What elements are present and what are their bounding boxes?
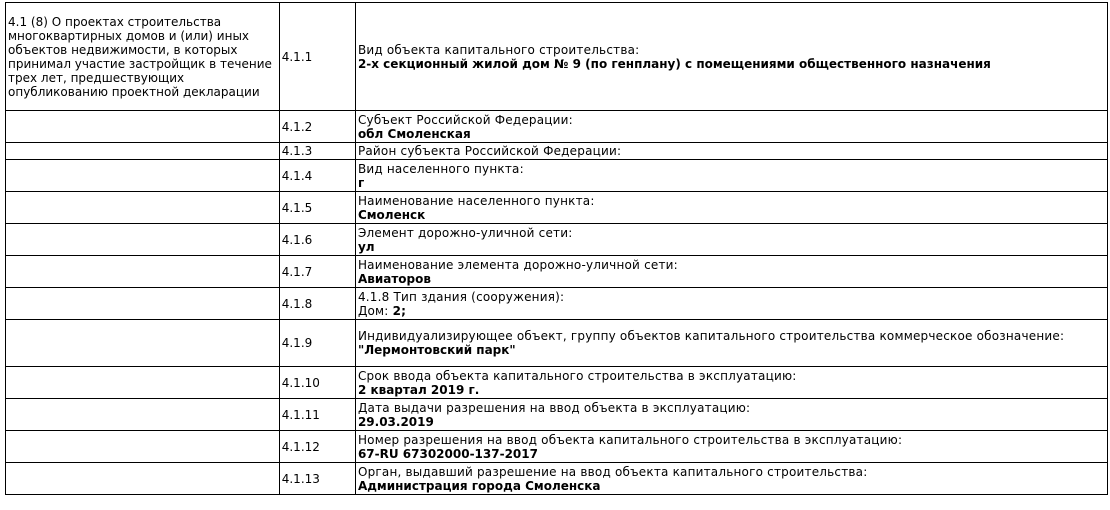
field-label: Вид объекта капитального строительства: [357, 42, 640, 57]
row-content [355, 3, 1107, 111]
row-number: 4.1.3 [279, 143, 355, 160]
row-content [355, 224, 1107, 256]
row-number: 4.1.10 [279, 367, 355, 399]
field-value: 2-х секционный жилой дом № 9 (по генплану) с помещениями общественного назначения [357, 56, 991, 71]
field-label: Наименование элемента дорожно-уличной сети: [357, 257, 678, 272]
row-content [355, 160, 1107, 192]
field-value: 29.03.2019 [357, 414, 434, 429]
row-number: 4.1.13 [279, 463, 355, 495]
table-row [6, 192, 1108, 224]
row-content [355, 288, 1107, 320]
table-row [6, 143, 1108, 160]
row-number: 4.1.1 [279, 3, 355, 111]
empty-cell [6, 192, 280, 224]
field-label: Срок ввода объекта капитального строительства в эксплуатацию: [357, 368, 797, 383]
empty-cell [6, 320, 280, 367]
field-value: г [357, 175, 365, 190]
empty-cell [6, 160, 280, 192]
empty-cell [6, 431, 280, 463]
row-content [355, 367, 1107, 399]
field-sublabel: Дом: [357, 303, 389, 318]
table-row [6, 320, 1108, 367]
row-number: 4.1.2 [279, 111, 355, 143]
field-value: ул [357, 239, 375, 254]
row-number: 4.1.12 [279, 431, 355, 463]
empty-cell [6, 463, 280, 495]
table-row [6, 399, 1108, 431]
row-content [355, 111, 1107, 143]
row-content [355, 463, 1107, 495]
empty-cell [6, 399, 280, 431]
field-value: "Лермонтовский парк" [357, 343, 516, 357]
row-number: 4.1.9 [279, 320, 355, 367]
row-content [355, 192, 1107, 224]
declaration-table [5, 2, 1108, 495]
row-number: 4.1.8 [279, 288, 355, 320]
table-row [6, 463, 1108, 495]
empty-cell [6, 256, 280, 288]
field-label: Наименование населенного пункта: [357, 193, 595, 208]
table-row [6, 367, 1108, 399]
row-content [355, 431, 1107, 463]
field-label: Орган, выдавший разрешение на ввод объекта капитального строительства: [357, 464, 868, 479]
section-title: 4.1 (8) О проектах строительства многоквартирных домов и (или) иных объектов недвижимости, в которых принимал участие застройщик в течение трех лет, предшествующих опубликованию проектной декларации [6, 3, 280, 111]
empty-cell [6, 111, 280, 143]
field-label: Вид населенного пункта: [357, 161, 524, 176]
field-value: 67-RU 67302000-137-2017 [357, 446, 538, 461]
row-content [355, 399, 1107, 431]
table-row [6, 3, 1108, 111]
table-row [6, 224, 1108, 256]
row-number: 4.1.4 [279, 160, 355, 192]
field-label: Дата выдачи разрешения на ввод объекта в эксплуатацию: [357, 400, 751, 415]
row-content [355, 143, 1107, 160]
empty-cell [6, 367, 280, 399]
field-label: 4.1.8 Тип здания (сооружения): [357, 289, 565, 304]
field-value: 2; [392, 303, 407, 318]
table-row [6, 111, 1108, 143]
field-label: Элемент дорожно-уличной сети: [357, 225, 573, 240]
table-row [6, 288, 1108, 320]
row-number: 4.1.7 [279, 256, 355, 288]
row-number: 4.1.5 [279, 192, 355, 224]
field-value: обл Смоленская [357, 126, 471, 141]
field-value: 2 квартал 2019 г. [357, 382, 480, 397]
field-label: Индивидуализирующее объект, группу объектов капитального строительства коммерческое обозначение: [357, 329, 1065, 343]
field-label: Субъект Российской Федерации: [357, 112, 573, 127]
empty-cell [6, 288, 280, 320]
row-content [355, 256, 1107, 288]
empty-cell [6, 224, 280, 256]
field-value: Смоленск [357, 207, 426, 222]
field-label: Район субъекта Российской Федерации: [357, 144, 622, 158]
row-number: 4.1.6 [279, 224, 355, 256]
empty-cell [6, 143, 280, 160]
row-content [355, 320, 1107, 367]
table-row [6, 431, 1108, 463]
building-type-line [358, 304, 1105, 318]
table-row [6, 256, 1108, 288]
field-label: Номер разрешения на ввод объекта капитального строительства в эксплуатацию: [357, 432, 903, 447]
field-value: Авиаторов [357, 271, 431, 286]
table-row [6, 160, 1108, 192]
row-number: 4.1.11 [279, 399, 355, 431]
field-value: Администрация города Смоленска [357, 478, 601, 493]
